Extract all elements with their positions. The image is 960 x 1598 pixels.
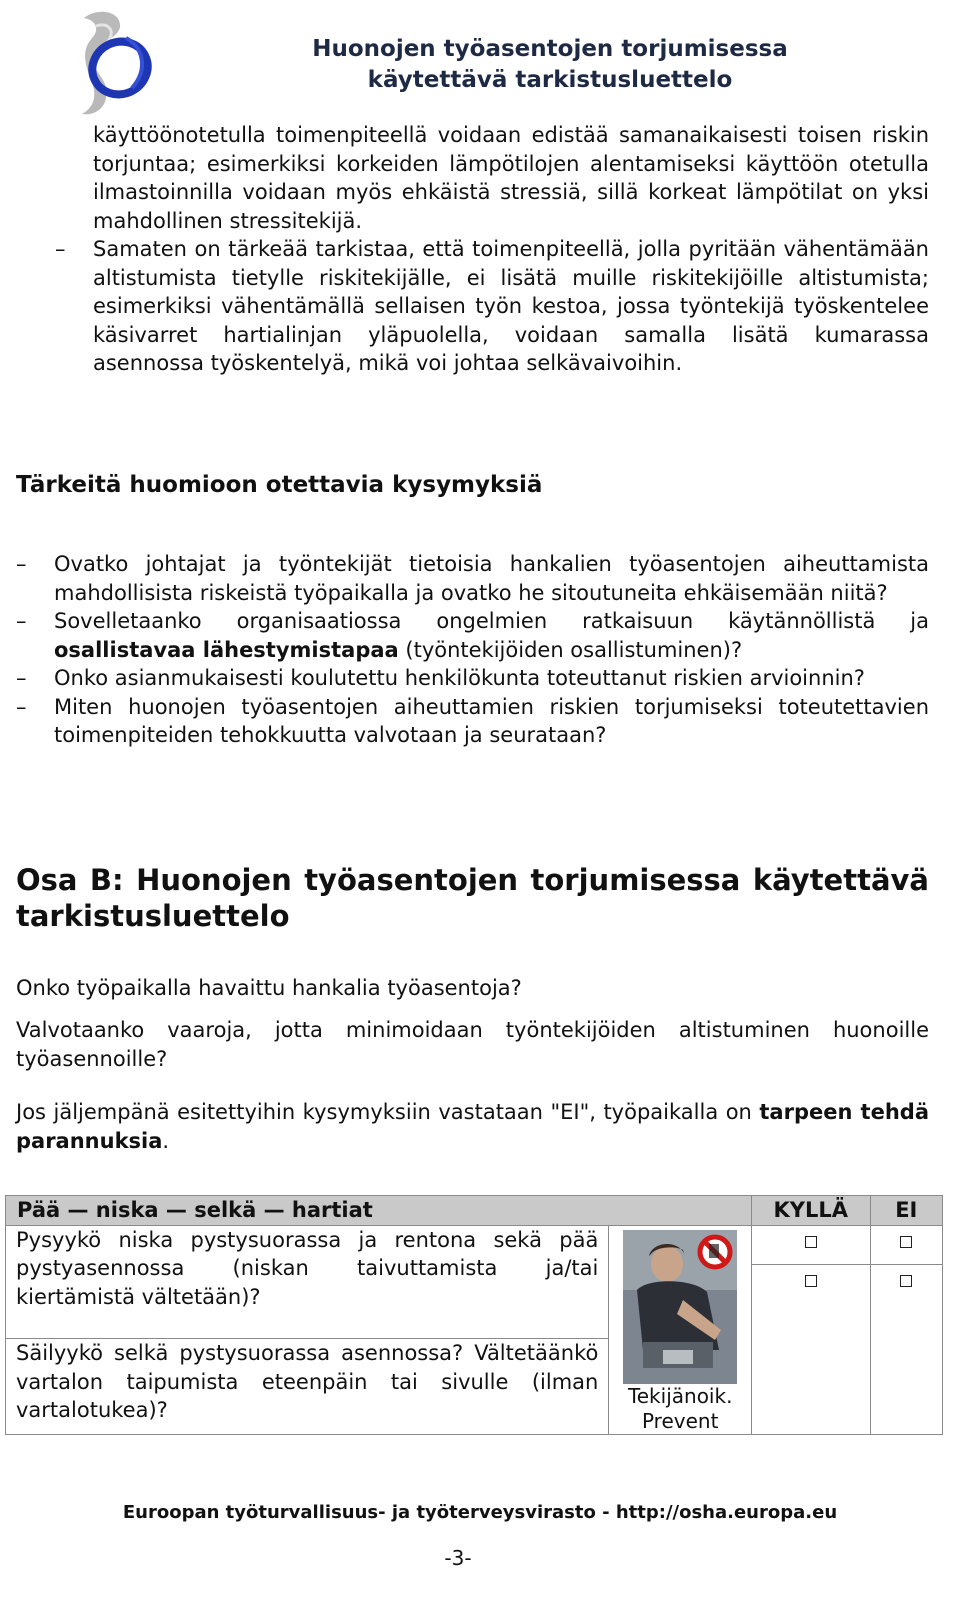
question-text: Miten huonojen työasentojen aiheuttamien riskien torjumiseksi toteutettavien toimenpiteiden tehokkuutta valvotaan ja seurataan?	[54, 694, 929, 747]
yes-checkbox-1[interactable]	[805, 1236, 817, 1248]
footer-text: Euroopan työturvallisuus- ja työterveysvirasto - http://osha.europa.eu	[122, 1502, 838, 1523]
list-item	[16, 550, 929, 607]
question-text: Ovatko johtajat ja työntekijät tietoisia hankalien työasentojen aiheuttamista mahdollisista riskeistä työpaikalla ja ovatko he sitoutuneita ehkäisemään niitä?	[54, 552, 929, 605]
header-title-line2: käytettävä tarkistusluettelo	[367, 67, 733, 93]
dash-bullet-icon: –	[16, 666, 27, 690]
photo-cell	[609, 1225, 752, 1434]
table-category-header: Pää — niska — selkä — hartiat	[6, 1196, 752, 1226]
no-checkbox-1[interactable]	[900, 1236, 912, 1248]
photo-caption	[609, 1384, 751, 1434]
intro-bullet-text: Samaten on tärkeää tarkistaa, että toimenpiteellä, jolla pyritään vähentämään altistumista tietylle riskitekijälle, ei lisätä muille riskitekijöille altistumista; esimerkiksi vähentämällä sellaisen työn kestoa, jossa työntekijä työskentelee käsivarret hartialinjan yläpuolella, voidaan samalla lisätä kumarassa asennossa työskentelyä, mikä voi johtaa selkävaivoihin.	[93, 237, 929, 375]
part-b-paragraph-1: Onko työpaikalla havaittu hankalia työasentoja?	[16, 976, 522, 1000]
table-row	[6, 1225, 943, 1339]
part-b-paragraph-3	[16, 1098, 929, 1155]
paragraph-3-start: Jos jäljempänä esitettyihin kysymyksiin vastataan "EI", työpaikalla on	[16, 1100, 752, 1124]
no-cell	[870, 1225, 942, 1434]
intro-continued-text: käyttöönotetulla toimenpiteellä voidaan edistää samanaikaisesti toisen riskin torjuntaa; esimerkiksi korkeiden lämpötilojen alentamiseksi käyttöön otetulla ilmastoinnilla voidaan myös ehkäistä stressiä, sillä korkeat lämpötilat on yksi mahdollinen stressitekijä.	[93, 123, 929, 233]
document-header-title	[230, 34, 870, 96]
part-b-paragraph-2: Valvotaanko vaaroja, jotta minimoidaan työntekijöiden altistuminen huonoille työasennoille?	[16, 1018, 929, 1071]
worker-photo-icon	[623, 1230, 737, 1384]
dash-bullet-icon: –	[16, 609, 27, 633]
question-text: Onko asianmukaisesti koulutettu henkilökunta toteuttanut riskien arvioinnin?	[54, 666, 865, 690]
questions-list	[16, 550, 929, 750]
question-cell: Pysyykö niska pystysuorassa ja rentona sekä pää pystyasennossa (niskan taivuttamista ja/tai kiertämistä vältetään)?	[6, 1225, 609, 1339]
section-heading-questions: Tärkeitä huomioon otettavia kysymyksiä	[16, 472, 543, 498]
photo-caption-line1: Tekijänoik.	[627, 1383, 733, 1408]
dash-bullet-icon: –	[16, 552, 27, 576]
yes-check-row-1	[752, 1236, 870, 1265]
paragraph-3-end: .	[162, 1128, 170, 1153]
no-checkbox-2[interactable]	[900, 1275, 912, 1287]
intro-bullet	[55, 235, 929, 378]
table-header-row	[6, 1196, 943, 1226]
list-item	[16, 693, 929, 750]
part-b-heading: Osa B: Huonojen työasentojen torjumisessa käytettävä tarkistusluettelo	[16, 863, 929, 933]
question-cell: Säilyykö selkä pystysuorassa asennossa? Vältetäänkö vartalon taipumista eteenpäin tai sivulle (ilman vartalotukea)?	[6, 1339, 609, 1434]
no-check-row-2	[871, 1275, 942, 1303]
column-no-header: EI	[870, 1196, 942, 1226]
page-number: -3-	[444, 1546, 472, 1570]
question-text: Sovelletaanko organisaatiossa ongelmien ratkaisuun käytännöllistä ja	[54, 609, 929, 633]
no-check-row-1	[871, 1236, 942, 1265]
yes-cell	[752, 1225, 871, 1434]
dash-bullet-icon: –	[16, 694, 27, 719]
yes-checkbox-2[interactable]	[805, 1275, 817, 1287]
checklist-table	[5, 1195, 943, 1435]
photo-caption-line2: Prevent	[641, 1408, 719, 1433]
list-item	[16, 607, 929, 664]
dash-bullet-icon: –	[55, 237, 66, 261]
yes-check-row-2	[752, 1275, 870, 1303]
list-item	[16, 664, 929, 693]
osha-logo-icon	[66, 8, 156, 120]
column-yes-header: KYLLÄ	[752, 1196, 871, 1226]
paragraph-3-bold: tarpeen tehdä parannuksia	[16, 1100, 929, 1153]
header-title-line1: Huonojen työasentojen torjumisessa	[312, 36, 788, 62]
question-text-tail: (työntekijöiden osallistuminen)?	[405, 637, 743, 662]
question-bold-text: osallistavaa lähestymistapaa	[54, 637, 399, 662]
